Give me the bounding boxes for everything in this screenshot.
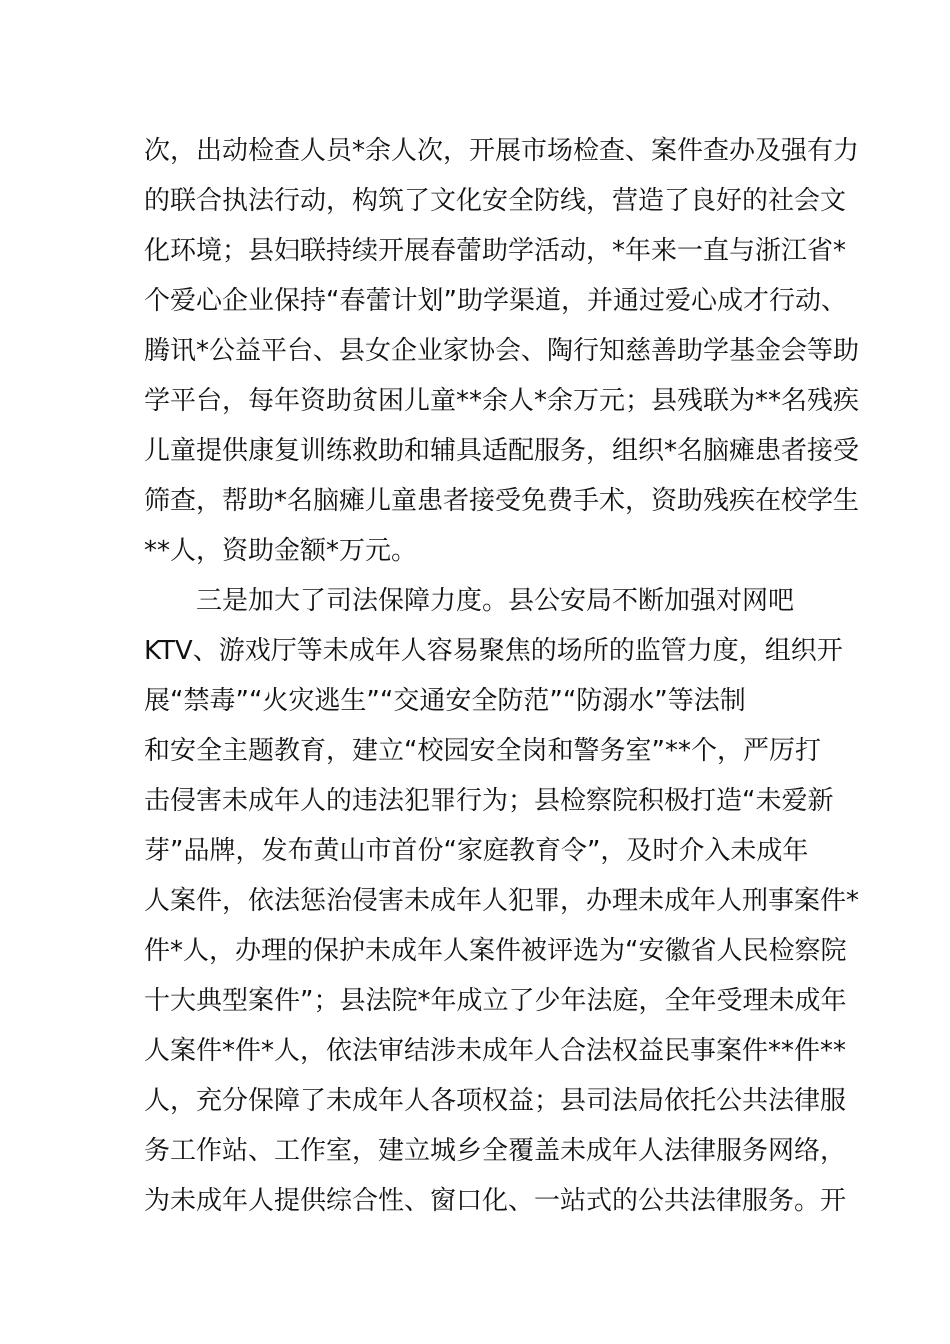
text-line: 次，出动检查人员*余人次，开展市场检查、案件查办及强有力 — [144, 136, 860, 166]
text-line: 个爱心企业保持“春蕾计划”助学渠道，并通过爱心成才行动、 — [144, 286, 847, 316]
text-line: 件*人，办理的保护未成年人案件被评选为“安徽省人民检察院 — [144, 936, 847, 966]
text-line: 展“禁毒”“火灾逃生”“交通安全防范”“防溺水”等法制 — [144, 686, 746, 716]
text-line: 人，充分保障了未成年人各项权益；县司法局依托公共法律服 — [144, 1086, 847, 1116]
body-text — [144, 126, 860, 1226]
text-line: 人案件*件*人，依法审结涉未成年人合法权益民事案件**件** — [144, 1036, 847, 1066]
text-line: 为未成年人提供综合性、窗口化、一站式的公共法律服务。开 — [144, 1186, 847, 1216]
text-line: 腾讯*公益平台、县女企业家协会、陶行知慈善助学基金会等助 — [144, 336, 860, 366]
text-line: 十大典型案件”；县法院*年成立了少年法庭，全年受理未成年 — [144, 986, 847, 1016]
text-line: 的联合执法行动，构筑了文化安全防线，营造了良好的社会文 — [144, 186, 847, 216]
text-line: 儿童提供康复训练救助和辅具适配服务，组织*名脑瘫患者接受 — [144, 436, 860, 466]
text-line: 筛查，帮助*名脑瘫儿童患者接受免费手术，资助残疾在校学生 — [144, 486, 860, 516]
text-line: 人案件，依法惩治侵害未成年人犯罪，办理未成年人刑事案件* — [144, 886, 860, 916]
text-line: 学平台，每年资助贫困儿童**余人*余万元；县残联为**名残疾 — [144, 386, 860, 416]
text-line: 击侵害未成年人的违法犯罪行为；县检察院积极打造“未爱新 — [144, 786, 834, 816]
text-line: 和安全主题教育，建立“校园安全岗和警务室”**个，严厉打 — [144, 736, 821, 766]
text-line: **人，资助金额*万元。 — [144, 536, 418, 566]
text-line: KTV、游戏厅等未成年人容易聚焦的场所的监管力度，组织开 — [144, 636, 843, 666]
text-line: 务工作站、工作室，建立城乡全覆盖未成年人法律服务网络， — [144, 1136, 847, 1166]
text-line: 芽”品牌，发布黄山市首份“家庭教育令”，及时介入未成年 — [144, 836, 809, 866]
paragraph-start-line: 三是加大了司法保障力度。县公安局不断加强对网吧 — [196, 586, 795, 616]
text-line: 化环境；县妇联持续开展春蕾助学活动，*年来一直与浙江省* — [144, 236, 847, 266]
